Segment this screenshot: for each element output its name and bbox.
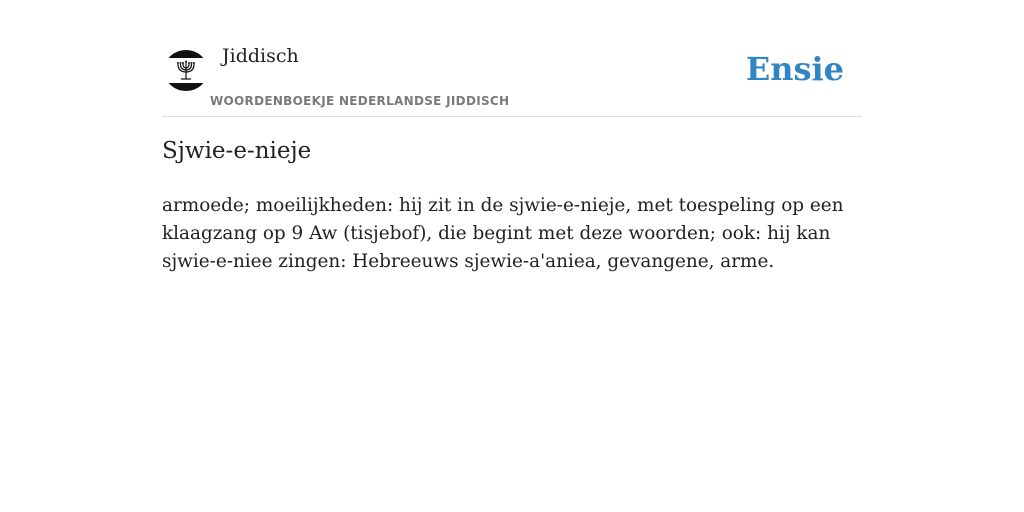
entry-definition: armoede; moeilijkheden: hij zit in de sjwie-e-nieje, met toespeling op een klaagzang op 9 Aw (tisjebof), die begint met deze woorden; ook: hij kan sjwie-e-niee zingen: Hebreeuws sjewie-a'aniea, gevangene, arme. xyxy=(162,195,844,272)
ensie-logo-link[interactable]: Ensie xyxy=(745,50,844,88)
dictionary-title[interactable]: Jiddisch xyxy=(222,45,299,67)
dictionary-subtitle: WOORDENBOEKJE NEDERLANDSE JIDDISCH xyxy=(210,94,510,108)
entry-title: Sjwie-e-nieje xyxy=(162,138,312,164)
site-header xyxy=(162,40,862,117)
menorah-icon[interactable] xyxy=(164,50,208,91)
